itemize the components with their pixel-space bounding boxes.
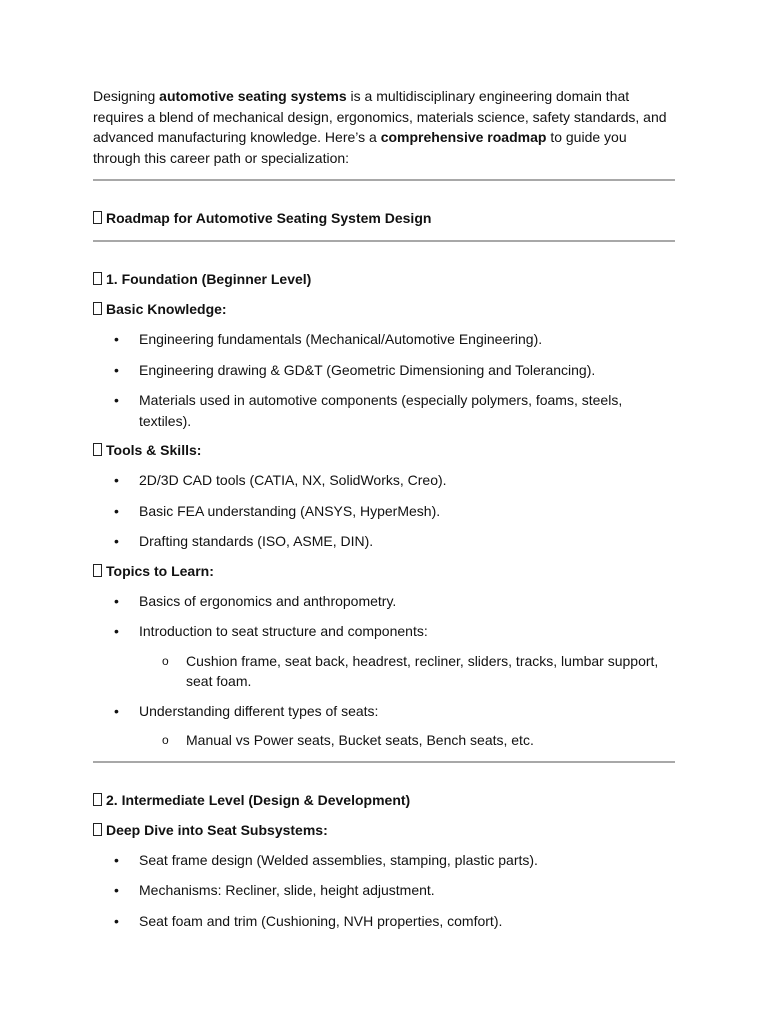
list-item: • Basics of ergonomics and anthropometry. xyxy=(93,591,675,612)
missing-glyph-icon xyxy=(93,443,102,456)
deep-dive-list xyxy=(93,850,675,932)
intermediate-heading-text: 2. Intermediate Level (Design & Development) xyxy=(106,791,411,808)
intermediate-heading xyxy=(93,790,675,810)
list-item: • Seat foam and trim (Cushioning, NVH properties, comfort). xyxy=(93,911,675,932)
divider-2 xyxy=(93,240,675,242)
missing-glyph-icon xyxy=(93,564,102,577)
divider-3 xyxy=(93,761,675,763)
list-item: • Basic FEA understanding (ANSYS, HyperMesh). xyxy=(93,501,675,522)
intro-text-1: Designing xyxy=(93,88,160,104)
topics-heading-text: Topics to Learn: xyxy=(106,562,214,579)
basic-knowledge-heading-text: Basic Knowledge: xyxy=(106,301,227,317)
list-item: • Engineering drawing & GD&T (Geometric Dimensioning and Tolerancing). xyxy=(93,360,675,381)
list-item: • Drafting standards (ISO, ASME, DIN). xyxy=(93,531,675,552)
intro-text-2: is a multidisciplinary engineering domain that requires a blend of mechanical design, ergonomics, materials science, safety standards, and advanced manufacturing knowledge. Here’s a xyxy=(93,88,667,145)
deep-dive-heading-text: Deep Dive into Seat Subsystems: xyxy=(106,821,328,838)
list-item: • Materials used in automotive components (especially polymers, foams, steels, textiles). xyxy=(93,390,675,431)
intro-text-3: to guide you through this career path or specialization: xyxy=(93,129,627,166)
basic-knowledge-heading xyxy=(93,299,675,319)
list-item: • Introduction to seat structure and components: xyxy=(93,621,675,642)
foundation-heading xyxy=(93,269,675,289)
document-content xyxy=(93,86,675,931)
intro-bold-1: automotive seating systems xyxy=(159,88,347,104)
list-item: • Mechanisms: Recliner, slide, height adjustment. xyxy=(93,880,675,901)
list-item: • Understanding different types of seats: xyxy=(93,701,675,722)
missing-glyph-icon xyxy=(93,272,102,285)
divider-1 xyxy=(93,179,675,181)
topics-list xyxy=(93,591,675,751)
list-item: • Seat frame design (Welded assemblies, stamping, plastic parts). xyxy=(93,850,675,871)
missing-glyph-icon xyxy=(93,211,102,224)
tools-skills-heading xyxy=(93,440,675,460)
tools-skills-heading-text: Tools & Skills: xyxy=(106,442,202,458)
roadmap-heading xyxy=(93,208,675,228)
deep-dive-heading xyxy=(93,820,675,840)
intro-paragraph xyxy=(93,86,675,168)
sub-list-item: o Cushion frame, seat back, headrest, recliner, sliders, tracks, lumbar support, seat foam. xyxy=(93,651,675,692)
roadmap-heading-text: Roadmap for Automotive Seating System Design xyxy=(106,210,432,226)
list-item: • Engineering fundamentals (Mechanical/Automotive Engineering). xyxy=(93,329,675,350)
tools-skills-list xyxy=(93,470,675,552)
intro-bold-2: comprehensive roadmap xyxy=(380,129,547,145)
missing-glyph-icon xyxy=(93,793,102,806)
foundation-heading-text: 1. Foundation (Beginner Level) xyxy=(106,271,312,287)
missing-glyph-icon xyxy=(93,823,102,836)
list-item: • 2D/3D CAD tools (CATIA, NX, SolidWorks, Creo). xyxy=(93,470,675,491)
topics-heading xyxy=(93,561,675,581)
basic-knowledge-list xyxy=(93,329,675,431)
sub-list-item: o Manual vs Power seats, Bucket seats, Bench seats, etc. xyxy=(93,730,675,751)
missing-glyph-icon xyxy=(93,302,102,315)
